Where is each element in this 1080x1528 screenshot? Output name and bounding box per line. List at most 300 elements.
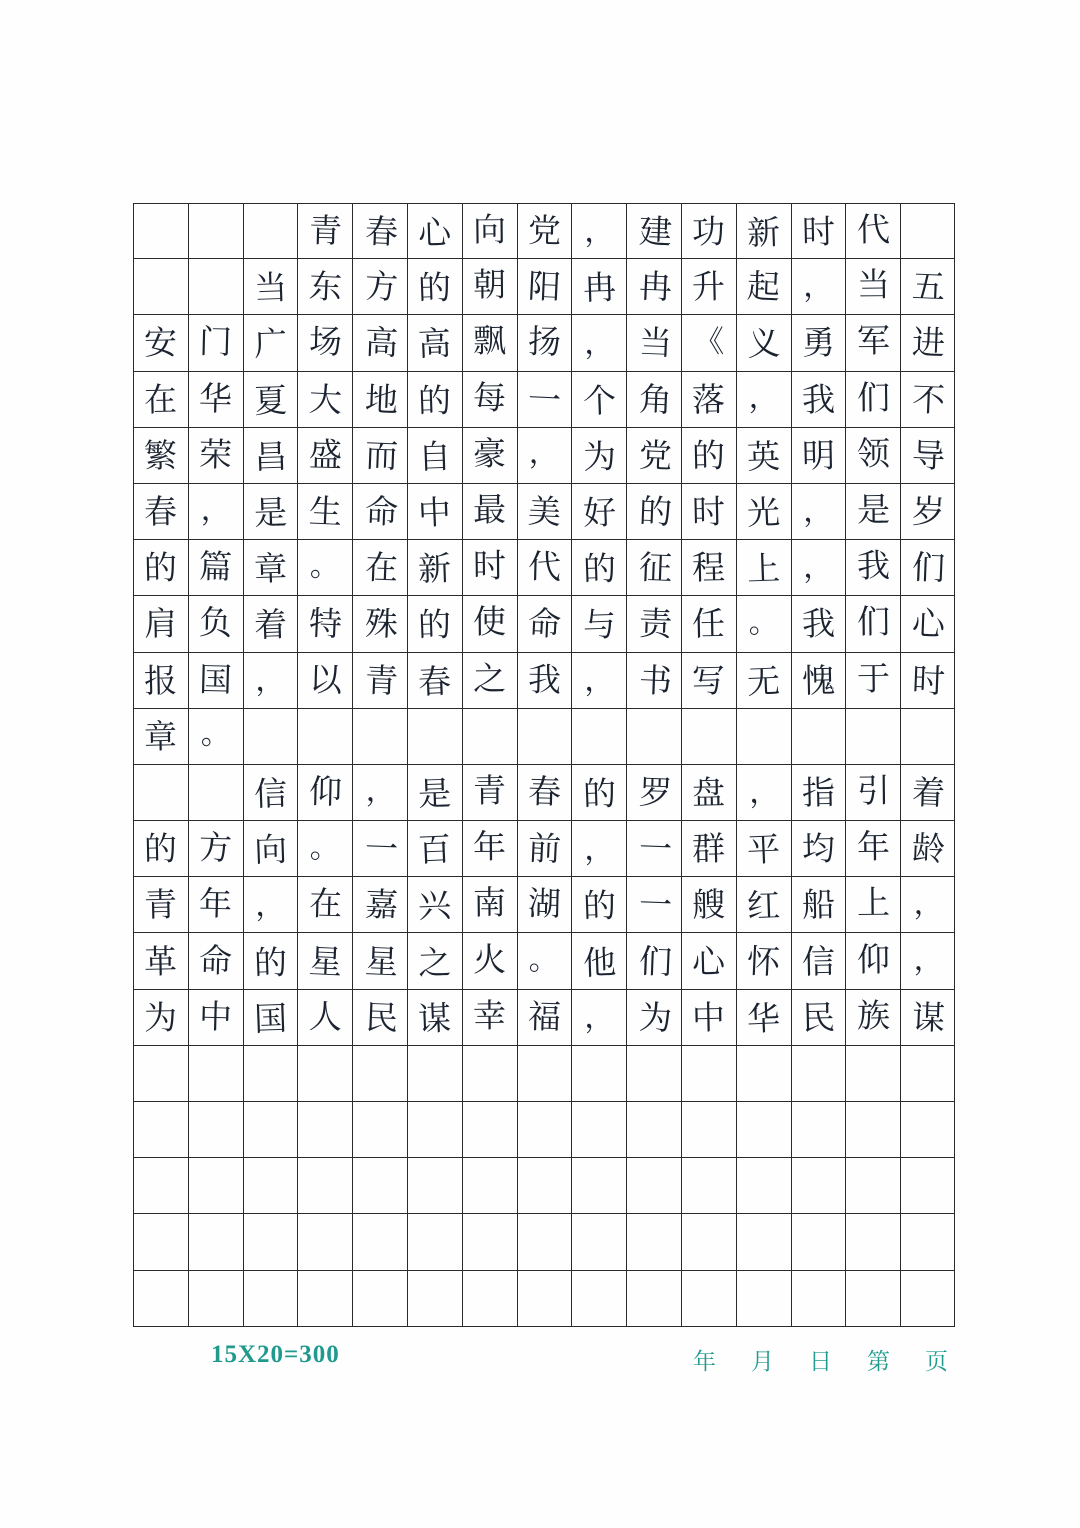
grid-cell[interactable] (571, 372, 626, 427)
grid-cell[interactable] (571, 709, 626, 764)
grid-cell[interactable] (736, 709, 791, 764)
grid-cell[interactable] (352, 653, 407, 708)
grid-cell[interactable] (626, 765, 681, 820)
grid-cell[interactable] (845, 540, 900, 595)
grid-cell[interactable] (407, 709, 462, 764)
grid-cell[interactable] (352, 1102, 407, 1157)
grid-cell[interactable] (681, 1271, 736, 1326)
grid-cell[interactable] (626, 428, 681, 483)
grid-cell[interactable] (681, 821, 736, 876)
grid-cell[interactable] (791, 428, 846, 483)
grid-cell[interactable] (736, 877, 791, 932)
grid-cell[interactable] (736, 484, 791, 539)
grid-cell[interactable] (407, 1271, 462, 1326)
grid-cell[interactable] (517, 1102, 572, 1157)
grid-cell[interactable] (297, 372, 352, 427)
grid-cell[interactable] (900, 540, 955, 595)
grid-cell[interactable] (243, 1271, 298, 1326)
grid-cell[interactable] (791, 484, 846, 539)
grid-cell[interactable] (571, 259, 626, 314)
grid-cell[interactable] (297, 596, 352, 651)
grid-cell[interactable] (133, 315, 188, 370)
grid-cell[interactable] (626, 653, 681, 708)
grid-cell[interactable] (681, 484, 736, 539)
grid-cell[interactable] (626, 1214, 681, 1269)
grid-cell[interactable] (736, 765, 791, 820)
grid-cell[interactable] (791, 1158, 846, 1213)
grid-cell[interactable] (900, 990, 955, 1045)
grid-cell[interactable] (791, 1214, 846, 1269)
grid-cell[interactable] (188, 1271, 243, 1326)
grid-cell[interactable] (791, 765, 846, 820)
grid-cell[interactable] (133, 1046, 188, 1101)
grid-cell[interactable] (791, 540, 846, 595)
grid-cell[interactable] (243, 428, 298, 483)
grid-cell[interactable] (133, 484, 188, 539)
grid-cell[interactable] (900, 1046, 955, 1101)
grid-cell[interactable] (243, 653, 298, 708)
grid-cell[interactable] (297, 821, 352, 876)
grid-cell[interactable] (297, 315, 352, 370)
grid-cell[interactable] (736, 1102, 791, 1157)
grid-cell[interactable] (407, 540, 462, 595)
grid-cell[interactable] (133, 1102, 188, 1157)
grid-cell[interactable] (462, 821, 517, 876)
grid-cell[interactable] (626, 1046, 681, 1101)
grid-cell[interactable] (517, 204, 572, 258)
grid-cell[interactable] (900, 428, 955, 483)
grid-cell[interactable] (243, 204, 298, 258)
grid-cell[interactable] (352, 259, 407, 314)
grid-cell[interactable] (297, 1158, 352, 1213)
grid-cell[interactable] (736, 1271, 791, 1326)
grid-cell[interactable] (462, 653, 517, 708)
grid-cell[interactable] (407, 315, 462, 370)
grid-cell[interactable] (736, 204, 791, 258)
grid-cell[interactable] (352, 990, 407, 1045)
grid-cell[interactable] (188, 540, 243, 595)
grid-cell[interactable] (188, 990, 243, 1045)
grid-cell[interactable] (517, 1271, 572, 1326)
grid-cell[interactable] (900, 259, 955, 314)
grid-cell[interactable] (407, 877, 462, 932)
grid-cell[interactable] (462, 540, 517, 595)
grid-cell[interactable] (845, 765, 900, 820)
grid-cell[interactable] (845, 1271, 900, 1326)
grid-cell[interactable] (462, 1158, 517, 1213)
grid-cell[interactable] (188, 204, 243, 258)
grid-cell[interactable] (407, 653, 462, 708)
grid-cell[interactable] (681, 259, 736, 314)
grid-cell[interactable] (681, 372, 736, 427)
grid-cell[interactable] (845, 315, 900, 370)
grid-cell[interactable] (736, 315, 791, 370)
grid-cell[interactable] (462, 372, 517, 427)
grid-cell[interactable] (407, 596, 462, 651)
grid-cell[interactable] (626, 709, 681, 764)
grid-cell[interactable] (352, 1046, 407, 1101)
grid-cell[interactable] (791, 877, 846, 932)
grid-cell[interactable] (571, 204, 626, 258)
grid-cell[interactable] (407, 1214, 462, 1269)
grid-cell[interactable] (352, 709, 407, 764)
grid-cell[interactable] (626, 1102, 681, 1157)
grid-cell[interactable] (352, 372, 407, 427)
grid-cell[interactable] (845, 821, 900, 876)
grid-cell[interactable] (517, 540, 572, 595)
grid-cell[interactable] (352, 540, 407, 595)
grid-cell[interactable] (900, 653, 955, 708)
grid-cell[interactable] (243, 990, 298, 1045)
grid-cell[interactable] (681, 1102, 736, 1157)
grid-cell[interactable] (791, 372, 846, 427)
grid-cell[interactable] (243, 1158, 298, 1213)
grid-cell[interactable] (571, 596, 626, 651)
grid-cell[interactable] (517, 765, 572, 820)
grid-cell[interactable] (297, 484, 352, 539)
grid-cell[interactable] (571, 1046, 626, 1101)
grid-cell[interactable] (462, 990, 517, 1045)
grid-cell[interactable] (352, 877, 407, 932)
grid-cell[interactable] (791, 259, 846, 314)
grid-cell[interactable] (571, 484, 626, 539)
grid-cell[interactable] (900, 596, 955, 651)
grid-cell[interactable] (681, 1046, 736, 1101)
grid-cell[interactable] (133, 709, 188, 764)
grid-cell[interactable] (845, 372, 900, 427)
grid-cell[interactable] (791, 596, 846, 651)
grid-cell[interactable] (517, 596, 572, 651)
grid-cell[interactable] (626, 1158, 681, 1213)
grid-cell[interactable] (517, 933, 572, 988)
grid-cell[interactable] (188, 877, 243, 932)
grid-cell[interactable] (188, 596, 243, 651)
grid-cell[interactable] (407, 1158, 462, 1213)
grid-cell[interactable] (462, 596, 517, 651)
grid-cell[interactable] (845, 428, 900, 483)
grid-cell[interactable] (571, 1271, 626, 1326)
grid-cell[interactable] (626, 315, 681, 370)
grid-cell[interactable] (900, 1214, 955, 1269)
grid-cell[interactable] (297, 709, 352, 764)
grid-cell[interactable] (243, 709, 298, 764)
grid-cell[interactable] (188, 259, 243, 314)
grid-cell[interactable] (736, 1158, 791, 1213)
grid-cell[interactable] (845, 933, 900, 988)
grid-cell[interactable] (133, 596, 188, 651)
grid-cell[interactable] (571, 765, 626, 820)
grid-cell[interactable] (462, 877, 517, 932)
grid-cell[interactable] (845, 877, 900, 932)
grid-cell[interactable] (243, 484, 298, 539)
grid-cell[interactable] (517, 428, 572, 483)
grid-cell[interactable] (462, 315, 517, 370)
grid-cell[interactable] (736, 540, 791, 595)
grid-cell[interactable] (571, 315, 626, 370)
grid-cell[interactable] (407, 821, 462, 876)
grid-cell[interactable] (297, 1046, 352, 1101)
grid-cell[interactable] (352, 596, 407, 651)
grid-cell[interactable] (791, 933, 846, 988)
grid-cell[interactable] (462, 1102, 517, 1157)
grid-cell[interactable] (462, 259, 517, 314)
grid-cell[interactable] (133, 933, 188, 988)
grid-cell[interactable] (517, 990, 572, 1045)
grid-cell[interactable] (626, 933, 681, 988)
grid-cell[interactable] (736, 653, 791, 708)
grid-cell[interactable] (133, 1158, 188, 1213)
grid-cell[interactable] (407, 933, 462, 988)
grid-cell[interactable] (845, 1214, 900, 1269)
grid-cell[interactable] (571, 1158, 626, 1213)
grid-cell[interactable] (188, 1214, 243, 1269)
grid-cell[interactable] (900, 933, 955, 988)
grid-cell[interactable] (407, 484, 462, 539)
grid-cell[interactable] (133, 1271, 188, 1326)
grid-cell[interactable] (517, 315, 572, 370)
grid-cell[interactable] (352, 1158, 407, 1213)
grid-cell[interactable] (517, 484, 572, 539)
grid-cell[interactable] (791, 821, 846, 876)
grid-cell[interactable] (243, 372, 298, 427)
grid-cell[interactable] (626, 540, 681, 595)
grid-cell[interactable] (297, 1102, 352, 1157)
grid-cell[interactable] (243, 933, 298, 988)
grid-cell[interactable] (626, 821, 681, 876)
grid-cell[interactable] (133, 877, 188, 932)
grid-cell[interactable] (900, 765, 955, 820)
grid-cell[interactable] (681, 540, 736, 595)
grid-cell[interactable] (188, 1158, 243, 1213)
grid-cell[interactable] (517, 653, 572, 708)
grid-cell[interactable] (133, 428, 188, 483)
grid-cell[interactable] (736, 821, 791, 876)
grid-cell[interactable] (352, 1214, 407, 1269)
grid-cell[interactable] (133, 765, 188, 820)
grid-cell[interactable] (407, 990, 462, 1045)
grid-cell[interactable] (900, 1158, 955, 1213)
grid-cell[interactable] (188, 372, 243, 427)
grid-cell[interactable] (626, 259, 681, 314)
grid-cell[interactable] (845, 1046, 900, 1101)
grid-cell[interactable] (681, 877, 736, 932)
grid-cell[interactable] (352, 765, 407, 820)
grid-cell[interactable] (681, 204, 736, 258)
grid-cell[interactable] (571, 1102, 626, 1157)
grid-cell[interactable] (462, 1214, 517, 1269)
grid-cell[interactable] (133, 653, 188, 708)
grid-cell[interactable] (571, 933, 626, 988)
grid-cell[interactable] (297, 653, 352, 708)
grid-cell[interactable] (681, 933, 736, 988)
grid-cell[interactable] (791, 204, 846, 258)
grid-cell[interactable] (297, 259, 352, 314)
grid-cell[interactable] (791, 709, 846, 764)
grid-cell[interactable] (462, 709, 517, 764)
grid-cell[interactable] (243, 1046, 298, 1101)
grid-cell[interactable] (736, 933, 791, 988)
grid-cell[interactable] (791, 990, 846, 1045)
grid-cell[interactable] (352, 821, 407, 876)
grid-cell[interactable] (297, 990, 352, 1045)
grid-cell[interactable] (845, 1102, 900, 1157)
grid-cell[interactable] (517, 1214, 572, 1269)
grid-cell[interactable] (571, 990, 626, 1045)
grid-cell[interactable] (845, 596, 900, 651)
grid-cell[interactable] (517, 372, 572, 427)
grid-cell[interactable] (407, 1046, 462, 1101)
grid-cell[interactable] (352, 204, 407, 258)
grid-cell[interactable] (188, 315, 243, 370)
grid-cell[interactable] (133, 540, 188, 595)
grid-cell[interactable] (462, 484, 517, 539)
grid-cell[interactable] (297, 933, 352, 988)
grid-cell[interactable] (626, 877, 681, 932)
grid-cell[interactable] (462, 1271, 517, 1326)
grid-cell[interactable] (681, 315, 736, 370)
grid-cell[interactable] (845, 484, 900, 539)
grid-cell[interactable] (243, 596, 298, 651)
grid-cell[interactable] (243, 877, 298, 932)
grid-cell[interactable] (845, 259, 900, 314)
grid-cell[interactable] (571, 540, 626, 595)
grid-cell[interactable] (297, 765, 352, 820)
grid-cell[interactable] (681, 990, 736, 1045)
grid-cell[interactable] (900, 315, 955, 370)
grid-cell[interactable] (791, 653, 846, 708)
grid-cell[interactable] (133, 1214, 188, 1269)
grid-cell[interactable] (626, 372, 681, 427)
grid-cell[interactable] (188, 484, 243, 539)
grid-cell[interactable] (352, 428, 407, 483)
grid-cell[interactable] (736, 1046, 791, 1101)
grid-cell[interactable] (517, 1158, 572, 1213)
grid-cell[interactable] (626, 1271, 681, 1326)
grid-cell[interactable] (462, 933, 517, 988)
grid-cell[interactable] (845, 990, 900, 1045)
grid-cell[interactable] (681, 765, 736, 820)
grid-cell[interactable] (736, 990, 791, 1045)
grid-cell[interactable] (571, 653, 626, 708)
grid-cell[interactable] (571, 1214, 626, 1269)
grid-cell[interactable] (407, 1102, 462, 1157)
grid-cell[interactable] (681, 653, 736, 708)
grid-cell[interactable] (188, 1046, 243, 1101)
grid-cell[interactable] (736, 596, 791, 651)
grid-cell[interactable] (900, 204, 955, 258)
grid-cell[interactable] (297, 1214, 352, 1269)
grid-cell[interactable] (517, 821, 572, 876)
grid-cell[interactable] (188, 709, 243, 764)
grid-cell[interactable] (243, 259, 298, 314)
grid-cell[interactable] (407, 372, 462, 427)
grid-cell[interactable] (133, 204, 188, 258)
grid-cell[interactable] (297, 540, 352, 595)
grid-cell[interactable] (571, 877, 626, 932)
grid-cell[interactable] (900, 1271, 955, 1326)
grid-cell[interactable] (626, 990, 681, 1045)
grid-cell[interactable] (791, 1046, 846, 1101)
grid-cell[interactable] (297, 1271, 352, 1326)
grid-cell[interactable] (791, 1102, 846, 1157)
grid-cell[interactable] (736, 372, 791, 427)
grid-cell[interactable] (407, 204, 462, 258)
grid-cell[interactable] (517, 709, 572, 764)
grid-cell[interactable] (791, 315, 846, 370)
grid-cell[interactable] (626, 596, 681, 651)
grid-cell[interactable] (791, 1271, 846, 1326)
grid-cell[interactable] (681, 709, 736, 764)
grid-cell[interactable] (352, 315, 407, 370)
grid-cell[interactable] (571, 821, 626, 876)
grid-cell[interactable] (681, 1214, 736, 1269)
grid-cell[interactable] (517, 877, 572, 932)
grid-cell[interactable] (681, 1158, 736, 1213)
grid-cell[interactable] (462, 204, 517, 258)
grid-cell[interactable] (243, 765, 298, 820)
grid-cell[interactable] (243, 540, 298, 595)
grid-cell[interactable] (133, 821, 188, 876)
grid-cell[interactable] (626, 484, 681, 539)
grid-cell[interactable] (517, 259, 572, 314)
grid-cell[interactable] (845, 709, 900, 764)
grid-cell[interactable] (900, 709, 955, 764)
grid-cell[interactable] (845, 653, 900, 708)
grid-cell[interactable] (243, 1214, 298, 1269)
grid-cell[interactable] (845, 1158, 900, 1213)
grid-cell[interactable] (900, 877, 955, 932)
grid-cell[interactable] (188, 821, 243, 876)
grid-cell[interactable] (462, 1046, 517, 1101)
grid-cell[interactable] (681, 596, 736, 651)
grid-cell[interactable] (188, 653, 243, 708)
grid-cell[interactable] (736, 259, 791, 314)
grid-cell[interactable] (352, 933, 407, 988)
grid-cell[interactable] (845, 204, 900, 258)
grid-cell[interactable] (188, 428, 243, 483)
grid-cell[interactable] (900, 484, 955, 539)
grid-cell[interactable] (297, 877, 352, 932)
grid-cell[interactable] (188, 765, 243, 820)
grid-cell[interactable] (900, 821, 955, 876)
grid-cell[interactable] (133, 990, 188, 1045)
grid-cell[interactable] (736, 428, 791, 483)
grid-cell[interactable] (900, 1102, 955, 1157)
grid-cell[interactable] (681, 428, 736, 483)
grid-cell[interactable] (133, 372, 188, 427)
grid-cell[interactable] (243, 315, 298, 370)
grid-cell[interactable] (736, 1214, 791, 1269)
grid-cell[interactable] (243, 1102, 298, 1157)
grid-cell[interactable] (352, 484, 407, 539)
grid-cell[interactable] (517, 1046, 572, 1101)
grid-cell[interactable] (900, 372, 955, 427)
grid-cell[interactable] (571, 428, 626, 483)
grid-cell[interactable] (297, 428, 352, 483)
grid-cell[interactable] (462, 765, 517, 820)
grid-cell[interactable] (188, 1102, 243, 1157)
grid-cell[interactable] (462, 428, 517, 483)
grid-cell[interactable] (626, 204, 681, 258)
grid-cell[interactable] (407, 765, 462, 820)
grid-cell[interactable] (243, 821, 298, 876)
grid-cell[interactable] (407, 428, 462, 483)
grid-cell[interactable] (188, 933, 243, 988)
grid-cell[interactable] (133, 259, 188, 314)
grid-cell[interactable] (407, 259, 462, 314)
grid-cell[interactable] (352, 1271, 407, 1326)
grid-cell[interactable] (297, 204, 352, 258)
